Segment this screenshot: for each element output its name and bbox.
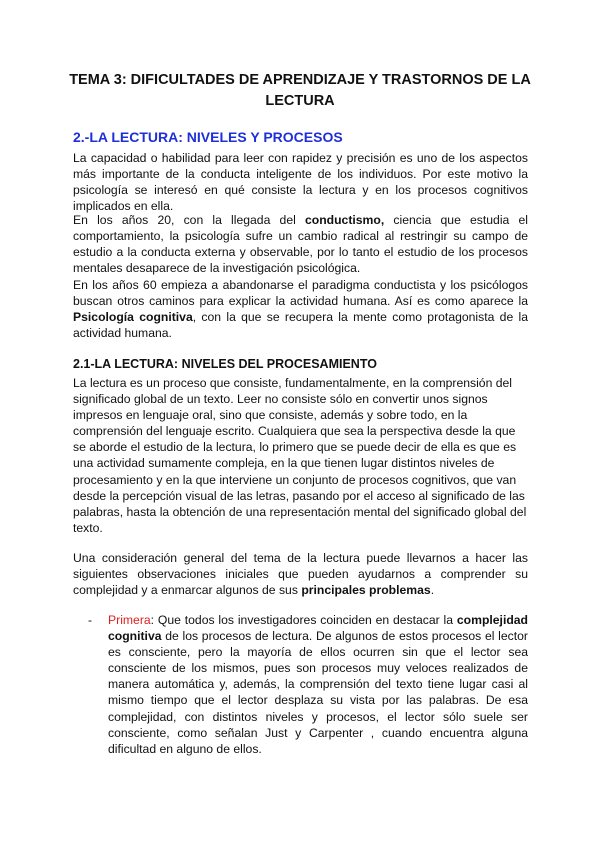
paragraph-text: La capacidad o habilidad para leer con rapidez y precisión es uno de los aspectos más importante de la conducta inteligente de los individuos. Por este motivo la psicología se interesó en qué consiste la lectura y en los procesos cognitivos implicados en ella. (73, 151, 528, 214)
paragraph-text: , con la que se recupera la mente como protagonista de la actividad humana. (73, 310, 529, 341)
subsection-paragraph-1 (73, 375, 528, 536)
paragraph-text: Una consideración general del tema de la lectura puede llevarnos a hacer las siguientes observaciones iniciales que pueden ayudarnos a comprender su complejidad y a enmarcar algunos de sus (73, 551, 528, 598)
paragraph-text: La lectura es un proceso que consiste, fundamentalmente, en la comprensión del significado global de un texto. Leer no consiste sólo en convertir unos signos impresos en lenguaje oral, sino que consiste, además y sobre todo, en la comprensión del lenguaje escrito. Cualquiera que sea la perspectiva desde la que se aborde el estudio de la lectura, lo primero que se puede decir de ella es que es una actividad sumamente compleja, en la que tienen lugar distintos niveles de procesamiento y en la que interviene un conjunto de procesos cognitivos, que van desde la percepción visual de las letras, pasando por el acceso al significado de las palabras, hasta la obtención de una representación mental del significado global del texto. (73, 376, 527, 535)
list-item-text: de los procesos de lectura. De algunos de estos procesos el lector es consciente, pero la mayoría de ellos ocurren sin que el lector sea consciente de los mismos, pues son procesos muy veloces realizados de manera automática y, además, la comprensión del texto tiene lugar casi al mismo tiempo que el lector desplaza su vista por las palabras. De esa complejidad, con distintos niveles y procesos, el lector sólo suele ser consciente, como señalan Just y Carpenter , cuando encuentra alguna dificultad en alguno de ellos. (108, 629, 528, 756)
paragraph-text: En los años 60 empieza a abandonarse el paradigma conductista y los psicólogos buscan otros caminos para explicar la actividad humana. Así es como aparece la (73, 278, 528, 309)
bold-term-conductismo: conductismo, (304, 213, 385, 227)
subsection-heading: 2.1-LA LECTURA: NIVELES DEL PROCESAMIENTO (73, 357, 377, 371)
list-bullet: - (88, 613, 93, 627)
paragraph-text: En los años 20, con la llegada del (73, 213, 305, 227)
bold-term-psicologia-cognitiva: Psicología cognitiva (73, 310, 193, 325)
list-item (88, 612, 528, 757)
list-item-colon: : (150, 613, 155, 627)
bold-term-principales-problemas: principales problemas (301, 583, 431, 598)
section-paragraph-3 (73, 277, 528, 341)
list-item-lead: Primera (108, 613, 151, 627)
list-item-text: Que todos los investigadores coinciden en destacar la (154, 613, 457, 627)
observations-list (88, 612, 528, 757)
section-paragraph-1 (73, 150, 528, 214)
subsection-paragraph-2 (73, 550, 528, 598)
bold-term-complejidad-cognitiva: complejidad cognitiva (108, 613, 528, 644)
paragraph-text: . (430, 583, 435, 598)
paragraph-text: ciencia que estudia el comportamiento, la psicología sufre un cambio radical al restringir su campo de estudio a la conducta externa y observable, por lo tanto el estudio de los procesos mentales desaparece de la investigación psicológica. (73, 213, 528, 276)
section-paragraph-2 (73, 212, 528, 276)
document-title: TEMA 3: DIFICULTADES DE APRENDIZAJE Y TRASTORNOS DE LA LECTURA (69, 72, 531, 109)
section-heading: 2.-LA LECTURA: NIVELES Y PROCESOS (73, 129, 343, 145)
